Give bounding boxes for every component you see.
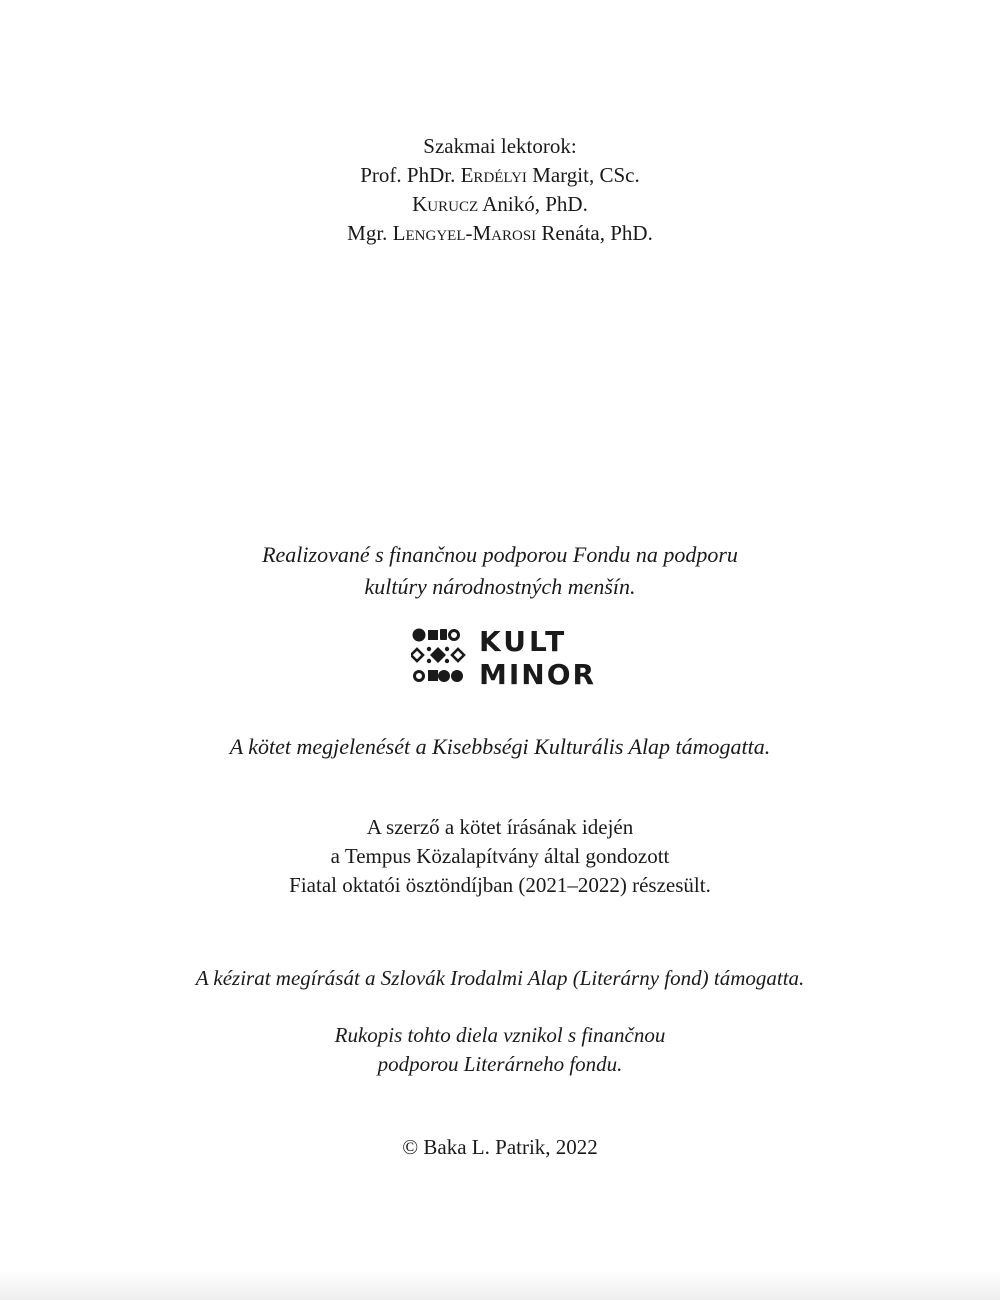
slovak-funding-line-2: kultúry národnostných menšín. (364, 574, 636, 599)
kult-minor-logo (411, 627, 611, 687)
reviewers-heading: Szakmai lektorok: (423, 134, 577, 158)
manuscript-support-sk (0, 1021, 1000, 1079)
slovak-funding-line-1: Realizované s finančnou podporou Fondu na podporu (262, 542, 738, 567)
scholarship-line-2: a Tempus Közalapítvány által gondozott (330, 844, 670, 868)
manuscript-hu-line: A kézirat megírását a Szlovák Irodalmi Alap (Literárny fond) támogatta. (195, 966, 805, 990)
scholarship-note (0, 813, 1000, 900)
reviewer-1-surname: Erdélyi (460, 163, 527, 187)
reviewer-2: Kurucz Anikó, PhD. (412, 192, 588, 216)
manuscript-sk-line-2: podporou Literárneho fondu. (377, 1052, 623, 1076)
copyright-text: © Baka L. Patrik, 2022 (402, 1135, 598, 1159)
logo-word-kult: KULT (479, 627, 568, 658)
kult-minor-pattern-icon (411, 627, 611, 687)
scholarship-line-3: Fiatal oktatói ösztöndíjban (2021–2022) részesült. (289, 873, 711, 897)
reviewer-2-surname: Kurucz (412, 192, 479, 216)
reviewers-section (0, 132, 1000, 248)
manuscript-sk-line-1: Rukopis tohto diela vznikol s finančnou (334, 1023, 666, 1047)
reviewer-1: Prof. PhDr. Erdélyi Margit, CSc. (360, 163, 640, 187)
logo-word-minor: MINOR (479, 658, 597, 687)
reviewer-3: Mgr. Lengyel-Marosi Renáta, PhD. (347, 221, 653, 245)
reviewer-3-surname: Lengyel-Marosi (392, 221, 537, 245)
scholarship-line-1: A szerző a kötet írásának idején (366, 815, 634, 839)
slovak-funding-note (0, 539, 1000, 603)
hungarian-funding-note (0, 731, 1000, 763)
manuscript-support-hu (0, 964, 1000, 993)
copyright-notice (0, 1133, 1000, 1162)
page-bottom-shadow (0, 1270, 1000, 1300)
hungarian-funding-line: A kötet megjelenését a Kisebbségi Kulturális Alap támogatta. (229, 734, 771, 759)
